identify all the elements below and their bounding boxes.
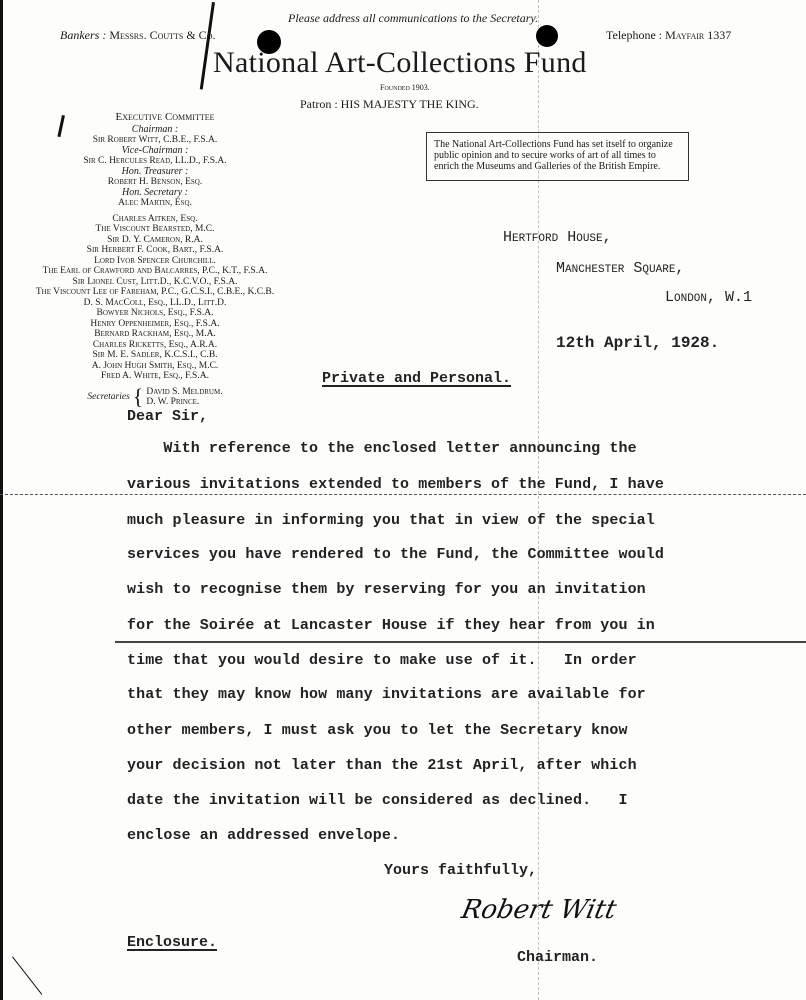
aim-statement-box: The National Art-Collections Fund has set itself to organize public opinion and to secure works of art of all times to enrich the Museums and Galleries of the British Empire. [426,132,689,181]
committee-member: Henry Oppenheimer, Esq., F.S.A. [90,318,220,329]
body-line: enclose an addressed envelope. [127,827,401,844]
committee-member: Bowyer Nichols, Esq., F.S.A. [96,308,214,318]
body-line: wish to recognise them by reserving for you an invitation [127,581,646,598]
brace-glyph: { [132,384,144,409]
committee-member: Sir Herbert F. Cook, Bart., F.S.A. [86,245,224,255]
patron-name: HIS MAJESTY THE KING. [340,97,479,111]
officer-role: Chairman : [131,123,179,135]
committee-member: Fred A. White, Esq., F.S.A. [101,371,209,381]
letter-date: 12th April, 1928. [556,334,720,352]
officer-role: Hon. Treasurer : [121,165,189,177]
committee-member: The Viscount Lee of Fareham, P.C., G.C.S.I., C.B.E., K.C.B. [35,287,275,297]
committee-member: Sir M. E. Sadler, K.C.S.I., C.B. [92,350,218,360]
committee-heading: Executive Committee [115,111,215,123]
committee-member: A. John Hugh Smith, Esq., M.C. [91,360,219,371]
salutation: Dear Sir, [127,408,209,425]
address-line: Manchester Square, [556,260,685,277]
body-line: date the invitation will be considered as declined. I [127,792,628,809]
telephone-label: Telephone : [606,28,663,42]
committee-member: The Earl of Crawford and Balcarres, P.C., K.T., F.S.A. [42,266,268,276]
telephone-number: Mayfair 1337 [665,28,732,42]
signatory-title: Chairman. [517,949,599,966]
patron-label: Patron : [300,97,338,111]
committee-member: The Viscount Bearsted, M.C. [95,224,215,234]
subject-line: Private and Personal. [322,370,512,387]
crease-line [0,494,806,495]
body-line: services you have rendered to the Fund, the Committee would [127,546,664,563]
officer-role: Hon. Secretary : [122,186,188,198]
committee-member: Sir D. Y. Cameron, R.A. [107,234,203,245]
patron-line [300,97,479,112]
secretary-name: David S. Meldrum. [146,386,223,397]
body-line: your decision not later than the 21st April, after which [127,757,637,774]
address-line: Hertford House, [503,229,612,246]
body-line: for the Soirée at Lancaster House if they hear from you in [127,617,655,634]
committee-member: Charles Ricketts, Esq., A.R.A. [92,339,218,350]
handwritten-signature: Robert Witt [458,895,620,925]
address-note: Please address all communications to the Secretary. [288,11,539,25]
committee-member: D. S. MacColl, Esq., LL.D., Litt.D. [83,297,227,308]
telephone-line [606,28,731,43]
officer-role: Vice-Chairman : [121,144,189,156]
committee-member: Lord Ivor Spencer Churchill. [94,255,216,266]
organization-title: National Art-Collections Fund [213,46,587,79]
executive-committee [0,112,310,408]
officer-name: Robert H. Benson, Esq. [107,177,203,187]
officer-name: Alec Martin, Esq. [118,198,192,208]
punch-hole-blot [536,25,558,47]
founded-note: Founded 1903. [380,83,430,92]
body-line: that they may know how many invitations are available for [127,686,646,703]
bankers-line [60,28,215,43]
body-line: With reference to the enclosed letter announcing the [127,440,637,457]
bankers-label: Bankers : [60,28,107,42]
secretaries-label: Secretaries [87,391,130,402]
crease-line [115,641,806,643]
closing: Yours faithfully, [384,862,538,879]
body-line: much pleasure in informing you that in view of the special [127,512,655,529]
address-line: London, W.1 [665,289,753,306]
body-line: time that you would desire to make use of it. In order [127,652,637,669]
secretaries-block [87,384,223,409]
committee-member: Bernard Rackham, Esq., M.A. [94,329,216,339]
committee-member: Charles Aitken, Esq. [112,213,198,224]
officer-name: Sir C. Hercules Read, LL.D., F.S.A. [83,156,227,166]
committee-member: Sir Lionel Cust, Litt.D., K.C.V.O., F.S.A. [72,276,238,287]
secretary-name: D. W. Prince. [146,397,200,407]
body-line: various invitations extended to members of the Fund, I have [127,476,664,493]
body-line: other members, I must ask you to let the Secretary know [127,722,628,739]
officer-name: Sir Robert Witt, C.B.E., F.S.A. [92,135,218,145]
corner-crease [12,956,42,994]
enclosure-note: Enclosure. [127,934,218,951]
bankers-name: Messrs. Coutts & Co. [109,28,216,42]
